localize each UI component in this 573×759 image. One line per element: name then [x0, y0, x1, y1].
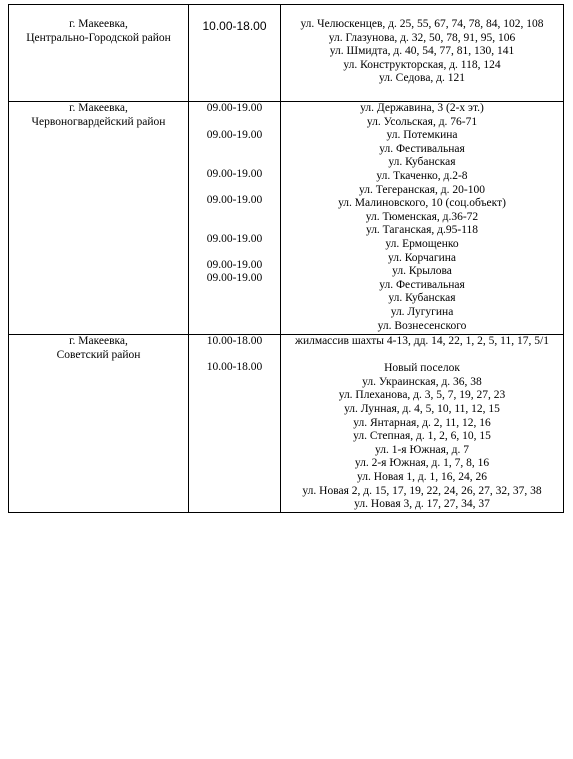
district-label: Червоногвардейский район — [31, 115, 166, 128]
time-range: 09.00-19.00 — [206, 193, 263, 206]
city-label: г. Макеевка, — [69, 335, 128, 347]
district-label: Центрально-Городской район — [26, 31, 171, 44]
street-line: ул. Тюменская, д.36-72 — [365, 210, 479, 223]
table-row — [9, 102, 564, 335]
street-line: ул. Новая 2, д. 15, 17, 19, 22, 24, 26, 27, 32, 37, 38 — [302, 484, 542, 497]
district-cell — [9, 102, 189, 335]
street-line: жилмассив шахты 4-13, дд. 14, 22, 1, 2, 5, 11, 17, 5/1 — [295, 335, 549, 347]
street-line: ул. Фестивальная — [379, 278, 465, 291]
time-range: 10.00-18.00 — [206, 335, 263, 347]
street-line: ул. Янтарная, д. 2, 11, 12, 16 — [353, 416, 491, 429]
time-range: 09.00-19.00 — [206, 233, 263, 246]
table-row — [9, 335, 564, 513]
district-label: Советский район — [56, 348, 141, 361]
time-range: 09.00-19.00 — [206, 102, 263, 114]
street-line: ул. Кубанская — [388, 156, 456, 169]
street-line — [281, 349, 563, 363]
street-line: ул. Плеханова, д. 3, 5, 7, 19, 27, 23 — [338, 389, 506, 402]
street-line: ул. Лугугина — [390, 305, 454, 318]
street-line: Новый поселок — [384, 362, 460, 375]
street-line: ул. Новая 3, д. 17, 27, 34, 37 — [354, 498, 490, 511]
street-line: ул. Усольская, д. 76-71 — [366, 115, 478, 128]
street-line: ул. Седова, д. 121 — [378, 72, 466, 85]
table-row — [9, 5, 564, 102]
street-line: ул. Ткаченко, д.2-8 — [376, 169, 468, 182]
time-range: 09.00-19.00 — [206, 168, 263, 181]
street-line: ул. Крылова — [392, 265, 452, 278]
city-label: г. Макеевка, — [69, 102, 128, 114]
street-line: ул. Лунная, д. 4, 5, 10, 11, 12, 15 — [344, 402, 500, 415]
outage-schedule-table — [8, 4, 564, 513]
street-line: ул. Фестивальная — [379, 142, 465, 155]
street-line: ул. Таганская, д.95-118 — [365, 224, 479, 237]
district-cell — [9, 5, 189, 102]
street-line: ул. Потемкина — [386, 129, 458, 142]
street-line: ул. Вознесенского — [377, 319, 467, 332]
time-range: 09.00-19.00 — [206, 258, 263, 271]
street-line: ул. Державина, 3 (2-х эт.) — [360, 102, 484, 114]
street-line: ул. Степная, д. 1, 2, 6, 10, 15 — [353, 430, 491, 443]
street-line: ул. Ермощенко — [385, 237, 459, 250]
street-line: ул. Конструкторская, д. 118, 124 — [343, 58, 501, 71]
time-cell — [189, 102, 281, 335]
street-line: ул. Новая 1, д. 1, 16, 24, 26 — [357, 470, 487, 483]
district-cell — [9, 335, 189, 513]
time-range: 09.00-19.00 — [206, 272, 263, 285]
city-label: г. Макеевка, — [69, 18, 128, 30]
time-range: 10.00-18.00 — [202, 19, 267, 33]
time-range: 09.00-19.00 — [206, 129, 263, 142]
streets-cell — [281, 5, 564, 102]
street-line: ул. Малиновского, 10 (соц.объект) — [338, 197, 506, 210]
street-line: ул. Украинская, д. 36, 38 — [362, 375, 482, 388]
street-line: ул. Шмидта, д. 40, 54, 77, 81, 130, 141 — [329, 45, 515, 58]
streets-cell — [281, 102, 564, 335]
street-line: ул. Глазунова, д. 32, 50, 78, 91, 95, 106 — [328, 31, 516, 44]
street-line: ул. Тегеранская, д. 20-100 — [359, 183, 485, 196]
time-range: 10.00-18.00 — [206, 360, 263, 373]
street-line: ул. Кубанская — [388, 292, 456, 305]
street-line: ул. Челюскенцев, д. 25, 55, 67, 74, 78, 84, 102, 108 — [300, 18, 544, 30]
street-line: ул. Корчагина — [387, 251, 457, 264]
streets-cell — [281, 335, 564, 513]
time-cell — [189, 5, 281, 102]
street-line: ул. 2-я Южная, д. 1, 7, 8, 16 — [354, 457, 490, 470]
time-cell — [189, 335, 281, 513]
street-line: ул. 1-я Южная, д. 7 — [374, 443, 470, 456]
